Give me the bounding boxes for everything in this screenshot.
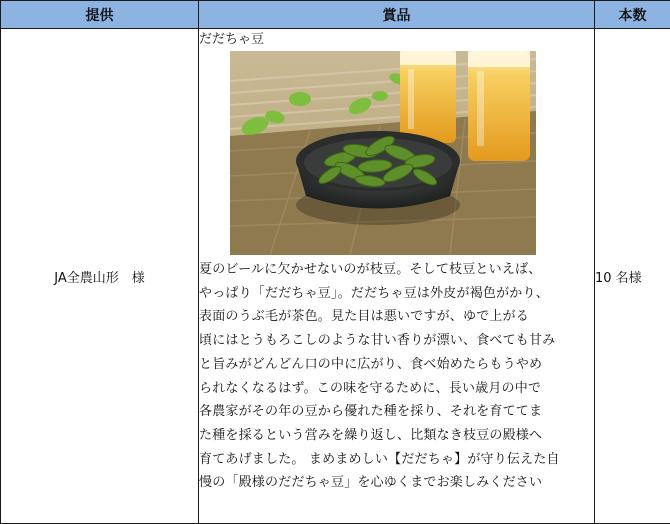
header-row xyxy=(1,1,670,29)
description-line: 各農家がその年の豆から優れた種を採り、それを育ててま xyxy=(199,404,543,420)
description-line: と旨みがどんどん口の中に広がり、食べ始めたらもうやめ xyxy=(199,356,543,372)
header-prize: 賞品 xyxy=(199,1,595,29)
edamame-and-beer-photo xyxy=(230,51,536,255)
description-line: られなくなるはず。この味を守るために、長い歳月の中で xyxy=(199,380,542,396)
table-row xyxy=(1,29,670,524)
description-line: 夏のビールに欠かせないのが枝豆。そして枝豆といえば、 xyxy=(199,262,542,277)
count-cell xyxy=(595,29,670,524)
description-line: 表面のうぶ毛が茶色。見た目は悪いですが、ゆで上がる xyxy=(199,309,530,325)
header-count: 本数 xyxy=(595,1,670,29)
description-line: 慢の「殿様のだだちゃ豆」を心ゆくまでお楽しみください xyxy=(199,475,543,491)
description-line: やっぱり「だだちゃ豆」。だだちゃ豆は外皮が褐色がかり、 xyxy=(199,285,549,301)
prize-name: だだちゃ豆 xyxy=(199,32,265,47)
prize-description xyxy=(199,258,594,495)
header-provider: 提供 xyxy=(1,1,199,29)
provider-name: JA全農山形 様 xyxy=(54,270,145,286)
description-line: 育てあげました。 まめまめしい【だだちゃ】が守り伝えた自 xyxy=(199,451,560,467)
description-line: 頃にはとうもろこしのような甘い香りが漂い、食べても甘み xyxy=(199,333,556,349)
description-line: た種を採るという営みを繰り返し、比類なき枝豆の殿様へ xyxy=(199,427,543,443)
prize-cell xyxy=(199,29,595,524)
photo-illustration xyxy=(230,51,536,255)
prize-count: 10 名様 xyxy=(595,270,642,286)
provider-cell xyxy=(1,29,199,524)
